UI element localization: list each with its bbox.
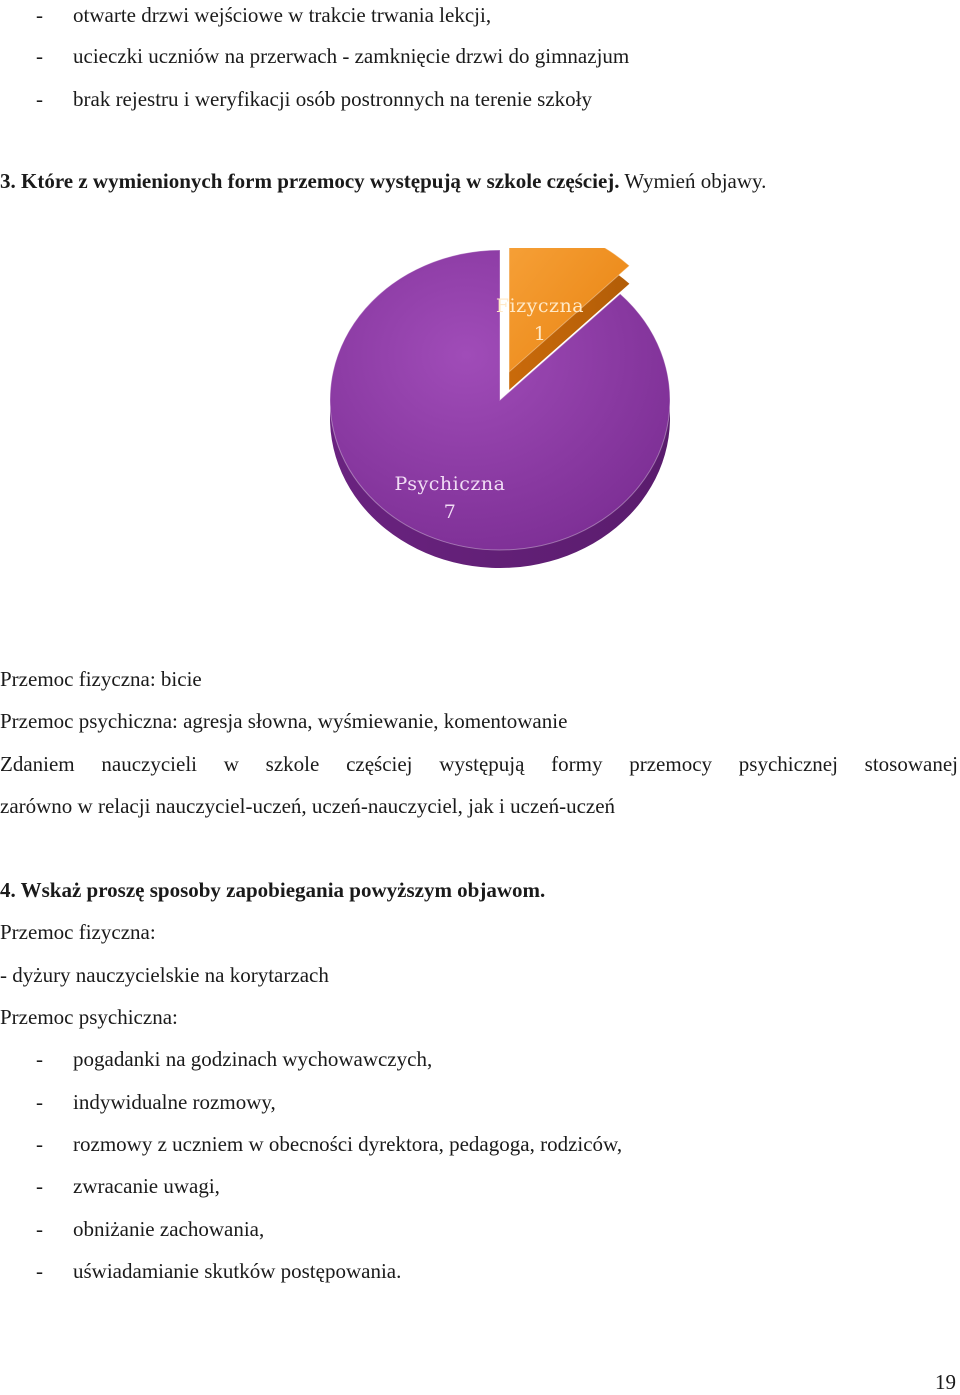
slice-value-psychiczna: 7 (443, 501, 457, 523)
physical-item: - dyżury nauczycielskie na korytarzach (0, 963, 329, 987)
slice-label-psychiczna: Psychiczna (394, 473, 506, 495)
answer-psychological: Przemoc psychiczna: agresja słowna, wyśmiewanie, komentowanie (0, 709, 568, 733)
list-bullet: - (36, 44, 43, 68)
psychological-label: Przemoc psychiczna: (0, 1005, 178, 1029)
question-3-bold: 3. Które z wymienionych form przemocy występują w szkole częściej. (0, 169, 620, 193)
list-item-text: zwracanie uwagi, (73, 1174, 220, 1198)
list-item-text: brak rejestru i weryfikacji osób postronnych na terenie szkoły (73, 87, 593, 111)
list-bullet: - (36, 1217, 43, 1241)
list-item-text: pogadanki na godzinach wychowawczych, (73, 1047, 433, 1071)
question-3-heading (0, 168, 766, 194)
answer-physical: Przemoc fizyczna: bicie (0, 667, 202, 691)
list-bullet: - (36, 1259, 43, 1283)
summary-line-1: Zdaniem nauczycieli w szkole częściej występują formy przemocy psychicznej stosowanej (0, 752, 958, 776)
list-bullet: - (36, 1047, 43, 1071)
physical-label: Przemoc fizyczna: (0, 920, 156, 944)
list-bullet: - (36, 3, 43, 27)
pie-chart (330, 248, 710, 568)
list-item-text: uświadamianie skutków postępowania. (73, 1259, 402, 1283)
question-4-heading: 4. Wskaż proszę sposoby zapobiegania powyższym objawom. (0, 878, 546, 902)
list-item-text: rozmowy z uczniem w obecności dyrektora, pedagoga, rodziców, (73, 1132, 623, 1156)
slice-value-fizyczna: 1 (533, 323, 547, 345)
list-bullet: - (36, 1090, 43, 1114)
list-item-text: indywidualne rozmowy, (73, 1090, 276, 1114)
slice-label-fizyczna: Fizyczna (495, 295, 585, 317)
list-bullet: - (36, 87, 43, 111)
list-bullet: - (36, 1174, 43, 1198)
summary-line-2: zarówno w relacji nauczyciel-uczeń, uczeń-nauczyciel, jak i uczeń-uczeń (0, 794, 616, 818)
list-bullet: - (36, 1132, 43, 1156)
list-item-text: obniżanie zachowania, (73, 1217, 265, 1241)
question-3-normal: Wymień objawy. (619, 169, 767, 193)
list-item-text: ucieczki uczniów na przerwach - zamknięcie drzwi do gimnazjum (73, 44, 630, 68)
page-number: 19 (935, 1370, 956, 1394)
list-item-text: otwarte drzwi wejściowe w trakcie trwania lekcji, (73, 3, 492, 27)
